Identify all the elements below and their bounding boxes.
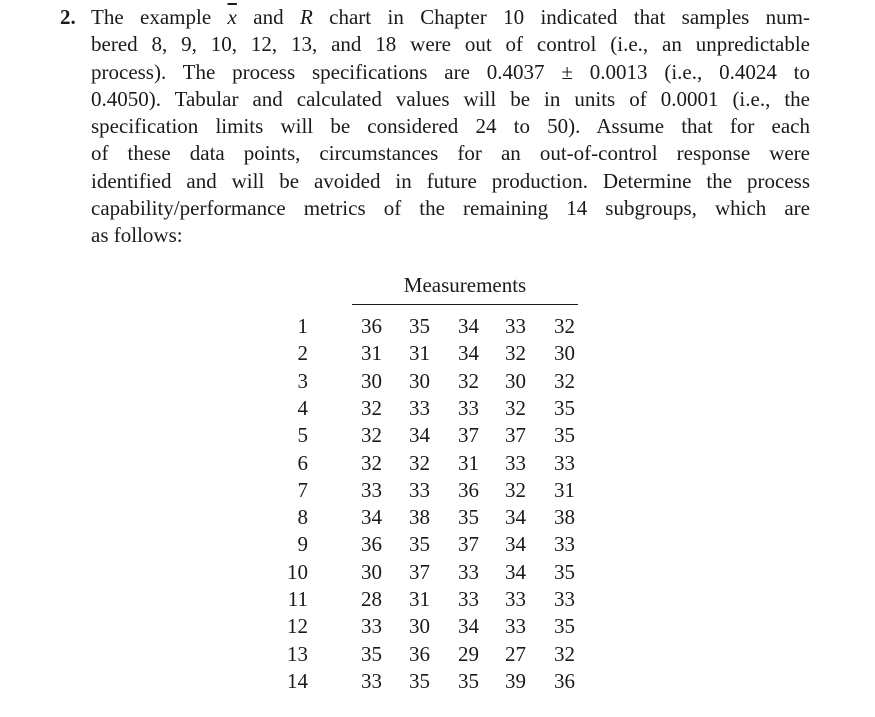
problem-line-4: 0.4050). Tabular and calculated values will be in units of 0.0001 (i.e., the xyxy=(91,86,810,111)
measurement-cell: 33 xyxy=(458,587,479,611)
measurement-cell: 32 xyxy=(505,395,526,420)
measurement-cell: 33 xyxy=(554,532,575,557)
measurement-cell: 32 xyxy=(361,423,382,448)
measurement-cell: 33 xyxy=(458,395,479,420)
measurement-cell: 37 xyxy=(409,559,430,584)
measurement-cell: 30 xyxy=(554,341,575,366)
measurement-cell: 28 xyxy=(361,587,382,611)
measurement-cell: 33 xyxy=(505,587,526,611)
measurement-cell: 33 xyxy=(505,614,526,639)
problem-text xyxy=(91,4,810,250)
measurement-cell: 32 xyxy=(505,477,526,502)
text-segment: and xyxy=(236,5,300,29)
header-rule xyxy=(352,304,578,305)
measurement-cell: 33 xyxy=(554,450,575,475)
text-segment: chart in Chapter 10 indicated that samples num- xyxy=(312,5,811,29)
measurement-cell: 32 xyxy=(409,450,430,475)
row-index: 10 xyxy=(287,559,308,584)
measurement-cell: 38 xyxy=(409,505,430,530)
measurement-cell: 35 xyxy=(458,505,479,530)
measurement-cell: 33 xyxy=(458,559,479,584)
measurement-cell: 30 xyxy=(409,368,430,393)
problem-line-7: identified and will be avoided in future production. Determine the process xyxy=(91,168,810,193)
measurement-cell: 33 xyxy=(361,477,382,502)
measurement-cell: 32 xyxy=(554,641,575,666)
measurement-cell: 32 xyxy=(361,395,382,420)
measurement-cell: 27 xyxy=(505,641,526,666)
text-segment: The example xyxy=(91,5,228,29)
measurement-cell: 35 xyxy=(409,314,430,338)
measurement-cell: 31 xyxy=(409,587,430,611)
problem-line-9: as follows: xyxy=(91,223,183,248)
measurement-cell: 34 xyxy=(458,314,479,338)
measurement-cell: 33 xyxy=(505,450,526,475)
problem-line-5: specification limits will be considered 24 to 50). Assume that for each xyxy=(91,114,810,139)
table-header: Measurements xyxy=(403,273,527,297)
row-index: 9 xyxy=(297,532,308,557)
row-index: 4 xyxy=(297,395,308,420)
measurement-cell: 34 xyxy=(409,423,430,448)
measurement-cell: 35 xyxy=(409,668,430,693)
problem-line-6: of these data points, circumstances for an out-of-control response were xyxy=(91,141,810,166)
problem-line-3: process). The process specifications are 0.4037 ± 0.0013 (i.e., 0.4024 to xyxy=(91,59,810,84)
problem-number: 2. xyxy=(60,5,76,29)
measurement-cell: 29 xyxy=(458,641,479,666)
measurement-cell: 36 xyxy=(409,641,430,666)
measurement-cell: 35 xyxy=(409,532,430,557)
measurement-cell: 38 xyxy=(554,505,575,530)
measurement-cell: 31 xyxy=(458,450,479,475)
measurement-cell: 34 xyxy=(458,341,479,366)
measurement-cell: 37 xyxy=(458,532,479,557)
r-symbol: R xyxy=(299,5,313,29)
row-index: 3 xyxy=(297,368,308,393)
measurement-cell: 32 xyxy=(505,341,526,366)
measurement-cell: 35 xyxy=(458,668,479,693)
measurement-cell: 39 xyxy=(505,668,526,693)
measurement-cell: 33 xyxy=(361,668,382,693)
row-index: 7 xyxy=(297,477,308,502)
measurement-cell: 37 xyxy=(458,423,479,448)
measurement-cell: 31 xyxy=(409,341,430,366)
row-index: 5 xyxy=(297,423,308,448)
measurement-cell: 30 xyxy=(505,368,526,393)
measurement-cell: 30 xyxy=(361,368,382,393)
measurement-cell: 34 xyxy=(505,559,526,584)
measurement-cell: 34 xyxy=(505,505,526,530)
measurement-cell: 37 xyxy=(505,423,526,448)
measurement-cell: 33 xyxy=(554,587,575,611)
measurement-cell: 36 xyxy=(458,477,479,502)
x-bar-symbol: $\overline{x}$ xyxy=(227,5,237,29)
measurement-cell: 36 xyxy=(361,532,382,557)
measurement-cell: 32 xyxy=(554,368,575,393)
measurement-cell: 35 xyxy=(361,641,382,666)
measurement-cell: 36 xyxy=(361,314,382,338)
row-index: 11 xyxy=(287,587,308,611)
measurement-cell: 30 xyxy=(361,559,382,584)
measurement-cell: 34 xyxy=(361,505,382,530)
row-index: 12 xyxy=(287,614,308,639)
measurement-cell: 32 xyxy=(458,368,479,393)
measurement-cell: 33 xyxy=(409,477,430,502)
problem-line-2: bered 8, 9, 10, 12, 13, and 18 were out of control (i.e., an unpredictable xyxy=(91,32,810,57)
row-index: 6 xyxy=(297,450,308,475)
measurement-cell: 31 xyxy=(361,341,382,366)
measurement-cell: 32 xyxy=(361,450,382,475)
measurement-cell: 35 xyxy=(554,423,575,448)
measurement-cell: 33 xyxy=(361,614,382,639)
row-index: 1 xyxy=(297,314,308,338)
measurement-cell: 35 xyxy=(554,614,575,639)
measurement-cell: 31 xyxy=(554,477,575,502)
measurement-cell: 35 xyxy=(554,395,575,420)
row-index: 13 xyxy=(287,641,308,666)
measurement-cell: 32 xyxy=(554,314,575,338)
row-index: 8 xyxy=(297,505,308,530)
row-index: 14 xyxy=(287,668,308,693)
problem-line-8: capability/performance metrics of the remaining 14 subgroups, which are xyxy=(91,196,810,221)
measurement-cell: 34 xyxy=(505,532,526,557)
problem-line-1 xyxy=(91,4,810,31)
measurement-cell: 36 xyxy=(554,668,575,693)
measurement-cell: 30 xyxy=(409,614,430,639)
measurement-cell: 33 xyxy=(505,314,526,338)
measurement-cell: 35 xyxy=(554,559,575,584)
row-index: 2 xyxy=(297,341,308,366)
measurement-cell: 33 xyxy=(409,395,430,420)
measurement-cell: 34 xyxy=(458,614,479,639)
